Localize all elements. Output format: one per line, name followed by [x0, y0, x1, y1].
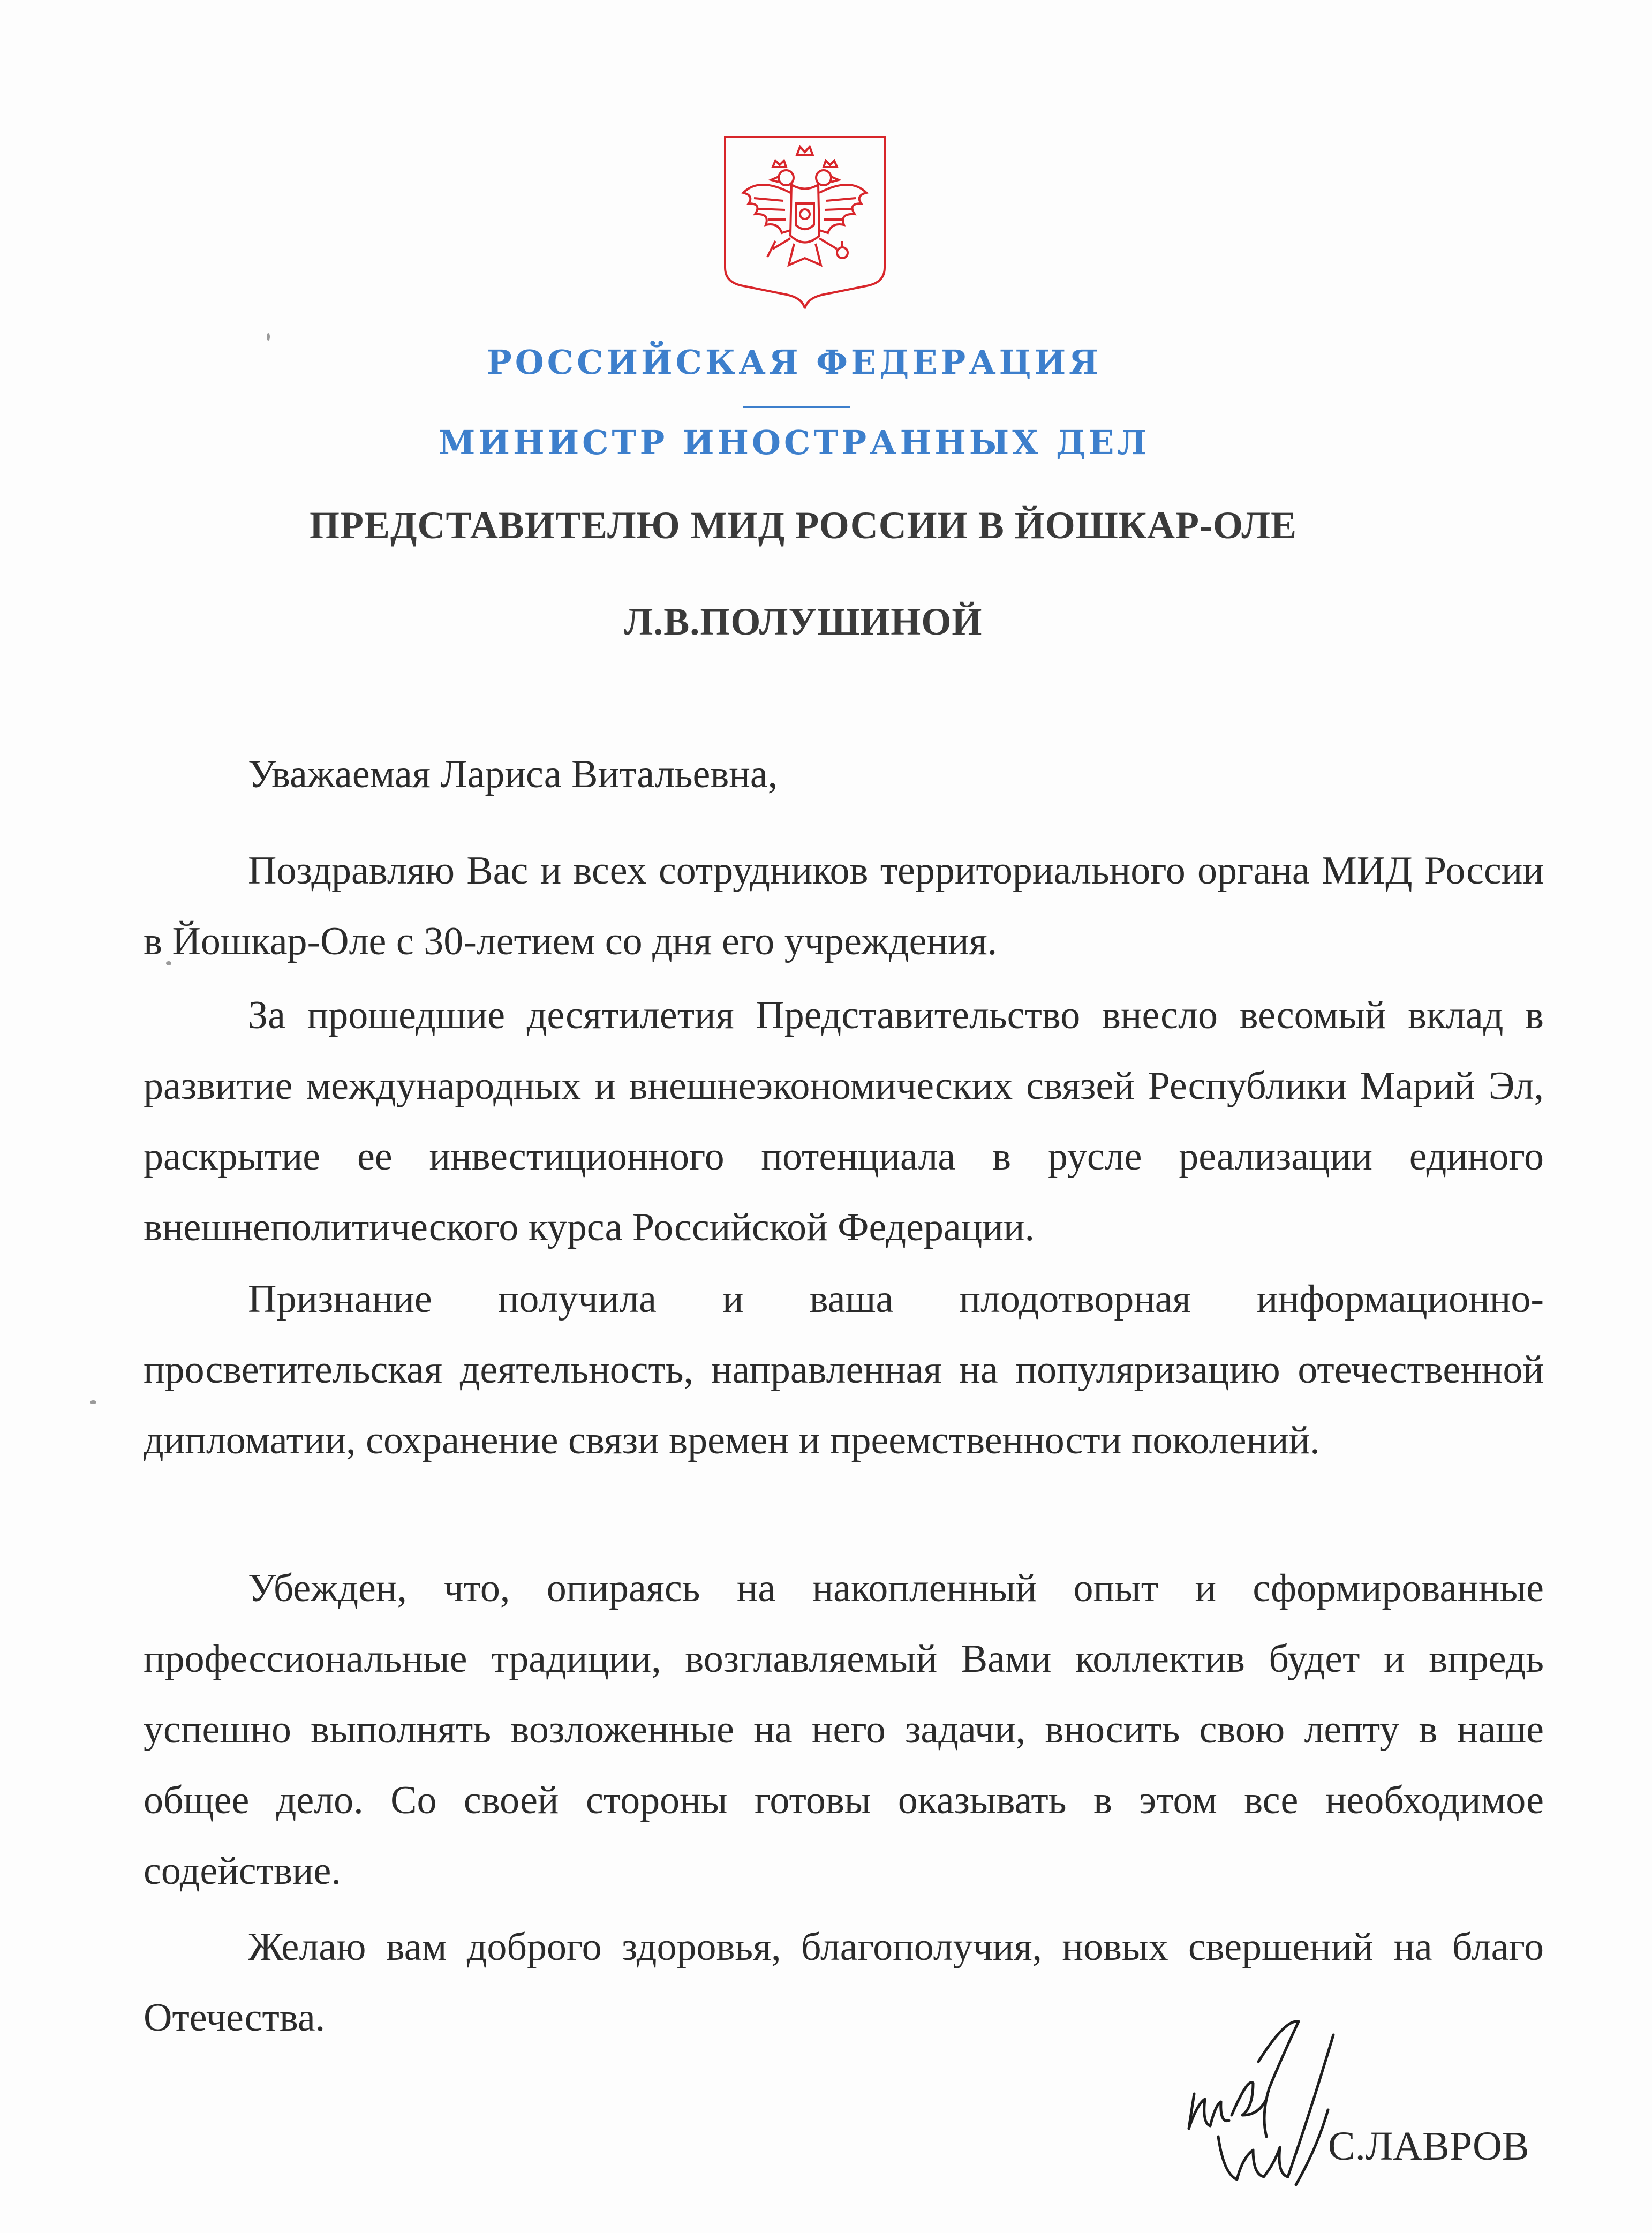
paragraph-conviction: Убежден, что, опираясь на накопленный опыт и сформированные профессиональные традиции, возглавляемый Вами коллектив будет и впредь успешно выполнять возложенные на него задачи, вносить свою лепту в наше общее дело. Со своей стороны готовы оказывать в этом все необходимое содействие. — [144, 1566, 1544, 1893]
paragraph-recognition: Признание получила и ваша плодотворная информационно-просветительская деятельность, направленная на популяризацию отечественной дипломатии, сохранение связи времен и преемственности поколений. — [144, 1277, 1544, 1462]
paragraph-wishes: Желаю вам доброго здоровья, благополучия, новых свершений на благо Отечества. — [144, 1925, 1544, 2040]
scan-speck — [90, 1400, 96, 1404]
header-ministry: МИНИСТР ИНОСТРАННЫХ ДЕЛ — [438, 423, 1150, 462]
addressee-title: ПРЕДСТАВИТЕЛЮ МИД РОССИИ В ЙОШКАР-ОЛЕ — [309, 504, 1298, 547]
header-country: РОССИЙСКАЯ ФЕДЕРАЦИЯ — [487, 343, 1102, 382]
header-divider — [743, 406, 850, 408]
greeting: Уважаемая Лариса Витальевна, — [248, 752, 778, 796]
paragraph-congratulation: Поздравляю Вас и всех сотрудников территориального органа МИД России в Йошкар-Оле с 30-летием со дня его учреждения. — [144, 849, 1544, 963]
handwritten-signature-icon — [1173, 2013, 1355, 2206]
signer-name: С.ЛАВРОВ — [1328, 2124, 1529, 2169]
russian-coat-of-arms-icon — [722, 134, 888, 311]
addressee-name: Л.В.ПОЛУШИНОЙ — [624, 600, 983, 643]
scan-speck — [267, 333, 270, 341]
paragraph-contribution: За прошедшие десятилетия Представительство внесло весомый вклад в развитие международных и внешнеэкономических связей Республики Марий Эл, раскрытие ее инвестиционного потенциала в русле реализации единого внешнеполитического курса Российской Федерации. — [144, 993, 1544, 1249]
